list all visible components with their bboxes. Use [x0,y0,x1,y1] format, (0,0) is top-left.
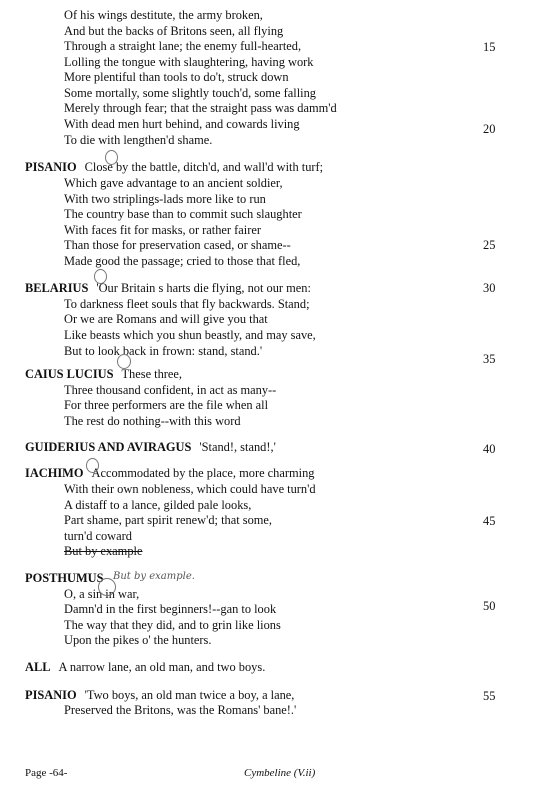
line-number: 40 [483,442,496,456]
verse-line: With faces fit for masks, or rather fairer [64,223,261,237]
footer-title: Cymbeline (V.ii) [244,767,316,779]
line-number: 25 [483,238,496,252]
line-number: 30 [483,281,496,295]
verse-line: The country base than to commit such slaughter [64,207,302,221]
pencil-circle-mark [117,354,131,369]
verse-line: Preserved the Britons, was the Romans' bane!.' [64,703,297,717]
verse-line: A distaff to a lance, gilded pale looks, [64,498,252,512]
verse-line: Damn'd in the first beginners!--gan to look [64,602,277,616]
verse-line: Which gave advantage to an ancient soldier, [64,176,283,190]
verse-line: For three performers are the file when all [64,398,269,412]
verse-line: Through a straight lane; the enemy full-hearted, [64,39,302,53]
handwritten-annotation: But by example. [113,571,195,582]
speaker-line [25,281,311,295]
verse-line: Of his wings destitute, the army broken, [64,8,263,22]
verse-line: Lolling the tongue with slaughtering, having work [64,55,314,69]
verse-line: With dead men hurt behind, and cowards living [64,117,300,131]
speaker-name: CAIUS LUCIUS [25,367,114,381]
pencil-circle-mark [98,578,116,596]
verse-line: To die with lengthen'd shame. [64,133,213,147]
verse-line: To darkness fleet souls that fly backwards. Stand; [64,297,310,311]
speaker-line [25,367,182,381]
verse-line: Part shame, part spirit renew'd; that some, [64,513,273,527]
dialogue-text: These three, [121,367,183,381]
speaker-name: IACHIMO [25,466,84,480]
pencil-circle-mark [105,150,118,165]
dialogue-text: Accommodated by the place, more charming [91,466,315,480]
verse-line: But by example [64,544,143,558]
dialogue-text: 'Stand!, stand!,' [199,440,276,454]
verse-line: But to look back in frown: stand, stand.' [64,344,263,358]
verse-line: With their own nobleness, which could have turn'd [64,482,316,496]
line-number: 45 [483,514,496,528]
speaker-name: GUIDERIUS AND AVIRAGUS [25,440,192,454]
verse-line: Merely through fear; that the straight pass was damm'd [64,101,337,115]
dialogue-text: 'Two boys, an old man twice a boy, a lane, [84,688,295,702]
verse-line: O, a sin in war, [64,587,140,601]
footer-page-number: Page -64- [25,767,68,779]
line-number: 20 [483,122,496,136]
verse-line: turn'd coward [64,529,132,543]
pencil-circle-mark [94,269,107,284]
verse-line: Or we are Romans and will give you that [64,312,268,326]
verse-line: Three thousand confident, in act as many-- [64,383,277,397]
speaker-name: BELARIUS [25,281,89,295]
pencil-circle-mark [86,458,99,473]
dialogue-text: Close by the battle, ditch'd, and wall'd with turf; [84,160,324,174]
verse-line: More plentiful than tools to do't, struck down [64,70,289,84]
verse-line: And but the backs of Britons seen, all flying [64,24,284,38]
speaker-name: PISANIO [25,160,77,174]
line-number: 15 [483,40,496,54]
line-number: 55 [483,689,496,703]
verse-line: Like beasts which you shun beastly, and may save, [64,328,316,342]
line-number: 50 [483,599,496,613]
dialogue-text: 'Our Britain s harts die flying, not our men: [96,281,311,295]
verse-line: With two striplings-lads more like to run [64,192,266,206]
verse-line: The rest do nothing--with this word [64,414,241,428]
speaker-name: ALL [25,660,51,674]
verse-line: Upon the pikes o' the hunters. [64,633,212,647]
line-number: 35 [483,352,496,366]
speaker-line [25,660,265,674]
speaker-line [25,440,276,454]
dialogue-text: A narrow lane, an old man, and two boys. [58,660,266,674]
speaker-line [25,466,314,480]
verse-line: Than those for preservation cased, or shame-- [64,238,291,252]
speaker-name: POSTHUMUS [25,571,104,585]
verse-line: Some mortally, some slightly touch'd, some falling [64,86,316,100]
verse-line: Made good the passage; cried to those that fled, [64,254,301,268]
speaker-line [25,688,294,702]
speaker-line [25,160,323,174]
speaker-name: PISANIO [25,688,77,702]
verse-line: The way that they did, and to grin like lions [64,618,281,632]
